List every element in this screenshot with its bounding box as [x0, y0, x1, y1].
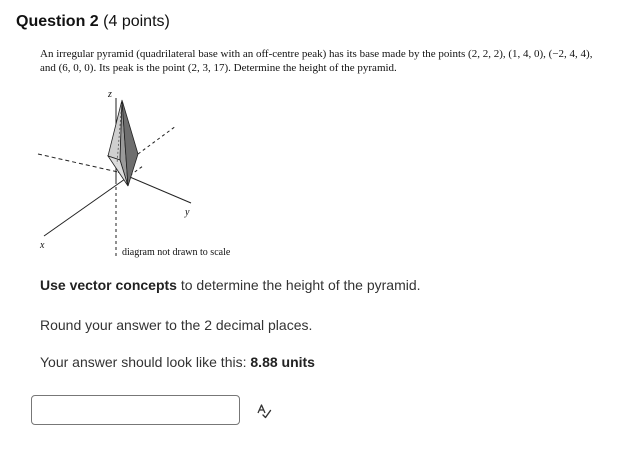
example-answer: 8.88 units	[250, 354, 315, 370]
instruction-line-1-rest: to determine the height of the pyramid.	[176, 277, 421, 293]
instruction-line-1	[40, 277, 421, 293]
diagram-caption: diagram not drawn to scale	[122, 247, 231, 258]
z-axis-label: z	[108, 89, 112, 100]
x-axis-line	[44, 179, 125, 236]
instruction-emphasis: Use vector concepts	[40, 277, 177, 293]
question-points: (4 points)	[103, 13, 170, 30]
question-number: Question 2	[16, 13, 99, 30]
x-axis-label: x	[40, 240, 45, 251]
question-prompt: An irregular pyramid (quadrilateral base with an off-centre peak) has its base made by the points (2, 2, 2), (1, 4, 0), (−2, 4, 4), and (6, 0, 0). Its peak is the point (2, 3, 17). Determine the height of the pyramid.	[40, 48, 593, 74]
pyramid-diagram	[28, 86, 258, 256]
question-title	[16, 13, 170, 31]
example-prefix: Your answer should look like this:	[40, 354, 251, 370]
back-dashed-line	[138, 126, 176, 154]
y-axis-label: y	[185, 207, 190, 218]
answer-input[interactable]	[31, 395, 240, 425]
instruction-line-2: Round your answer to the 2 decimal places.	[40, 317, 313, 333]
spellcheck-icon[interactable]	[256, 403, 272, 419]
y-axis-dashed	[38, 154, 118, 172]
instruction-line-3	[40, 354, 315, 370]
